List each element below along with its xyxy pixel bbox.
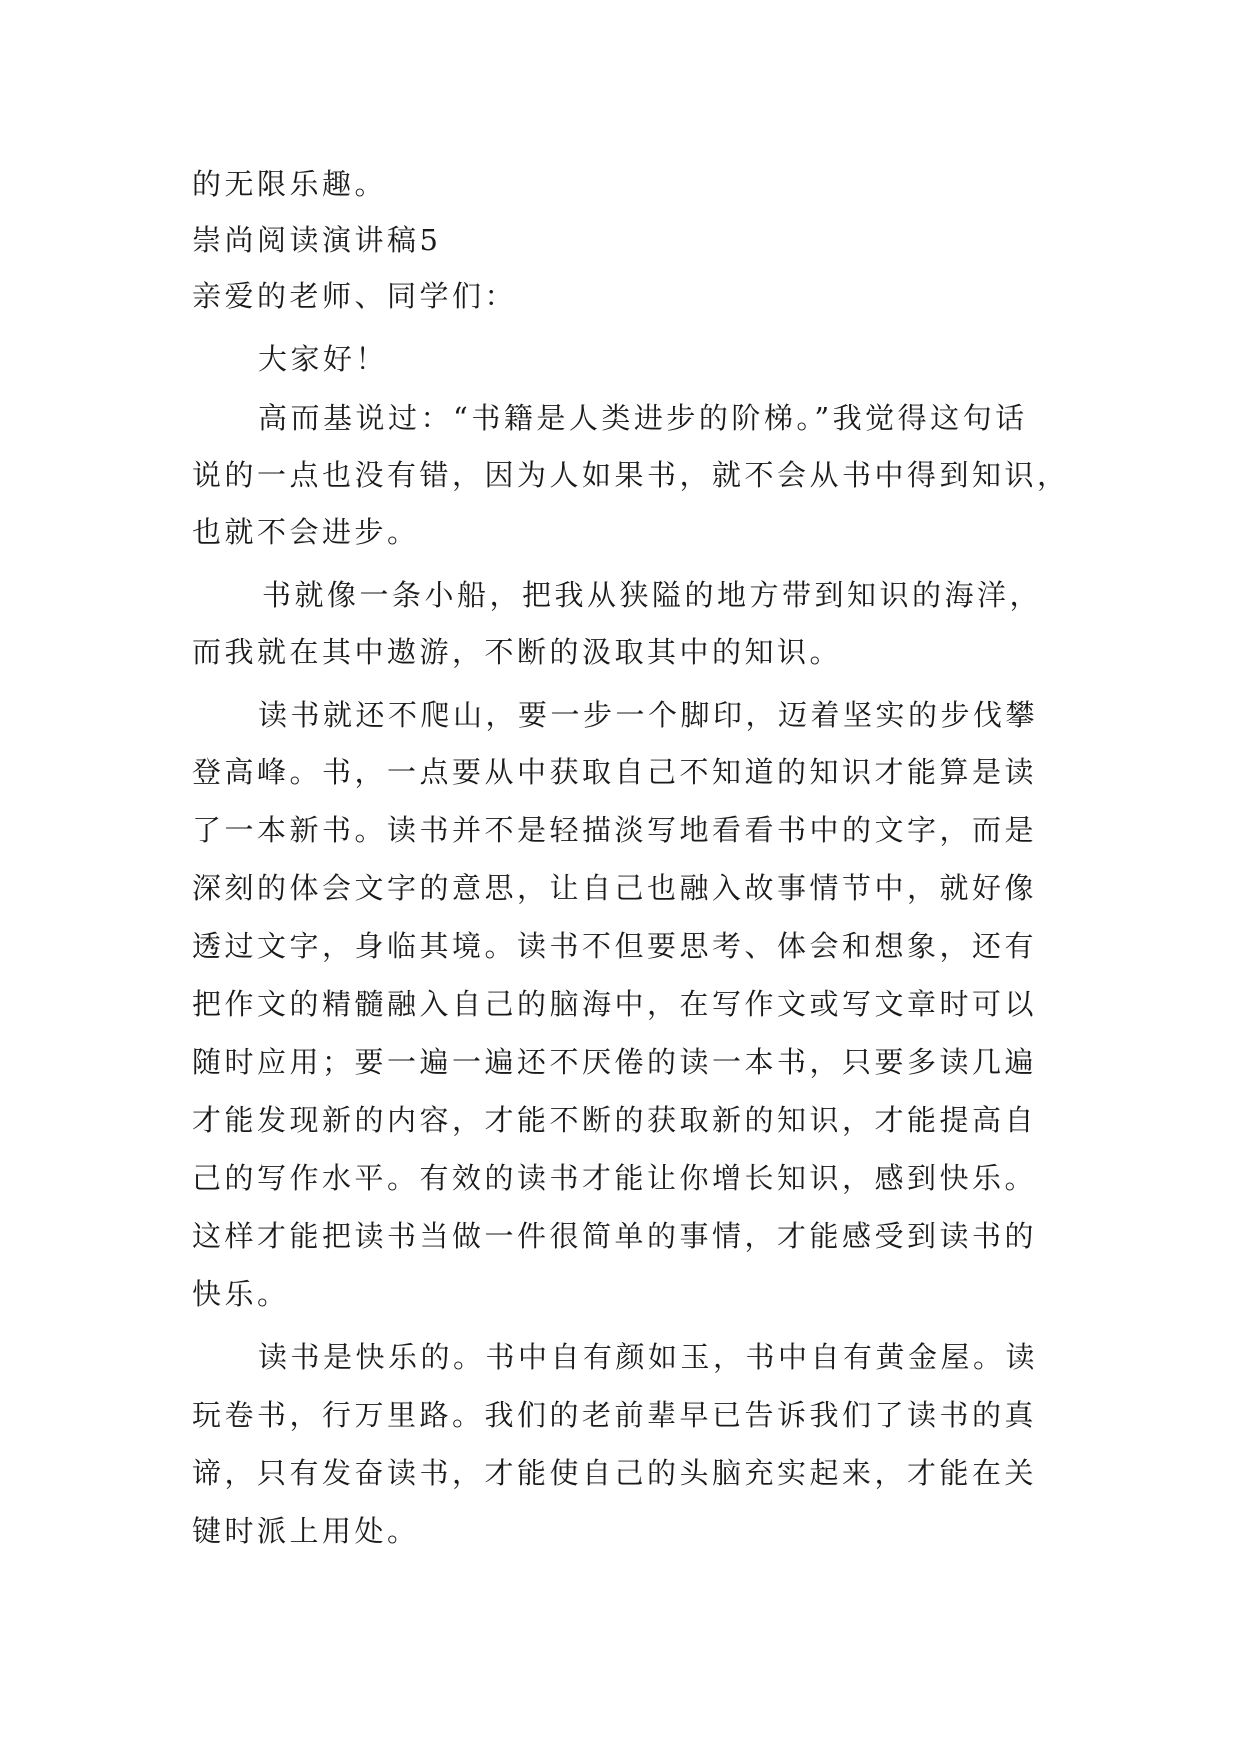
text-line: 深刻的体会文字的意思，让自己也融入故事情节中，就好像 (192, 871, 1038, 905)
text-line: 的无限乐趣。 (192, 167, 388, 201)
text-line: 这样才能把读书当做一件很简单的事情，才能感受到读书的 (192, 1219, 1038, 1253)
text-line: 透过文字，身临其境。读书不但要思考、体会和想象，还有 (192, 929, 1038, 963)
text-line: 谛，只有发奋读书，才能使自己的头脑充实起来，才能在关 (192, 1456, 1038, 1490)
greeting: 大家好！ (258, 342, 389, 376)
text-line: 随时应用；要一遍一遍还不厌倦的读一本书，只要多读几遍 (192, 1045, 1038, 1079)
text-line: 读书是快乐的。书中自有颜如玉，书中自有黄金屋。读 (258, 1340, 1039, 1374)
text-line: 才能发现新的内容，才能不断的获取新的知识，才能提高自 (192, 1103, 1038, 1137)
text-line: 把作文的精髓融入自己的脑海中，在写作文或写文章时可以 (192, 987, 1038, 1021)
text-line: 了一本新书。读书并不是轻描淡写地看看书中的文字，而是 (192, 813, 1038, 847)
text-line: 己的写作水平。有效的读书才能让你增长知识，感到快乐。 (192, 1161, 1038, 1195)
text-line: 登高峰。书，一点要从中获取自己不知道的知识才能算是读 (192, 755, 1038, 789)
section-title: 崇尚阅读演讲稿5 (192, 223, 442, 257)
text-line: 快乐。 (192, 1277, 290, 1311)
text-line: 说的一点也没有错，因为人如果书，就不会从书中得到知识， (192, 458, 1070, 492)
text-line: 也就不会进步。 (192, 515, 420, 549)
text-line: 读书就还不爬山，要一步一个脚印，迈着坚实的步伐攀 (258, 698, 1039, 732)
text-line: 高而基说过：“书籍是人类进步的阶梯。”我觉得这句话 (258, 401, 1028, 435)
text-line: 玩卷书，行万里路。我们的老前辈早已告诉我们了读书的真 (192, 1398, 1038, 1432)
salutation: 亲爱的老师、同学们： (192, 279, 518, 313)
text-line: 键时派上用处。 (192, 1514, 420, 1548)
text-line: 书就像一条小船，把我从狭隘的地方带到知识的海洋， (262, 578, 1043, 612)
text-line: 而我就在其中遨游，不断的汲取其中的知识。 (192, 635, 843, 669)
